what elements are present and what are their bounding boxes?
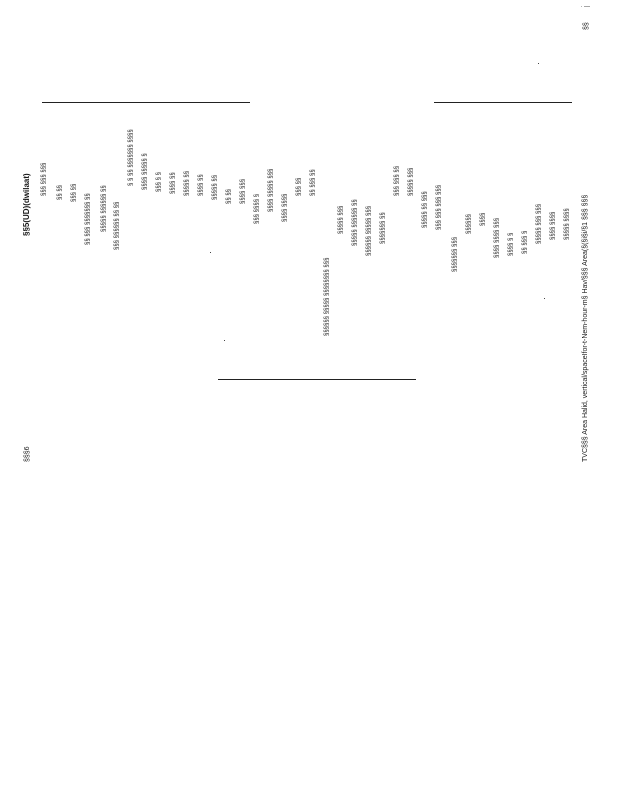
text-line: §§§§§ §§§§§§ §§ — [101, 185, 107, 232]
text-line: §§§ §§§§§§ §§ §§ — [114, 201, 120, 250]
text-line: §§§§ §§§§ — [550, 211, 556, 240]
document-heading: §§5(UD)(dwilaat) — [22, 173, 31, 236]
text-line: §§§§§ §§§ — [408, 167, 414, 196]
text-line: §§§§ — [480, 212, 486, 226]
text-line: §§ §§§ § — [522, 230, 528, 254]
text-line: §§ §§§ §§ — [310, 169, 316, 196]
text-line: §§§§ §§§ — [240, 178, 246, 204]
side-mark: §§ — [583, 22, 590, 30]
text-line: §§§§ §§§§§ § — [142, 153, 148, 190]
text-line: §§§§§§§ §§ — [380, 212, 386, 244]
text-line: §§§§ § § — [508, 232, 514, 256]
scan-speck — [224, 340, 225, 341]
text-line: §§§§ §§§§ §§§ — [494, 217, 500, 258]
text-line: §§§ §§ — [296, 177, 302, 196]
footer-line: TVC§§§ Area Halid, vertical/spaceIfor-t-Nem-hour-m§ Hav/§§§ Area(§(§i§i/§1 §§§ §§§ — [582, 194, 589, 462]
text-line: §§§§§ §§ §§§ — [422, 191, 428, 228]
text-line: §§ §§§ §§§§§§§ §§ — [85, 193, 91, 245]
scan-speck — [544, 298, 545, 299]
divider-middle — [218, 379, 416, 380]
divider-top-left — [42, 102, 250, 103]
corner-mark: · — — [580, 4, 590, 10]
text-line: §§§§§ §§ — [212, 174, 218, 200]
scan-speck — [210, 252, 211, 253]
text-line: §§§§§§§ §§§ — [452, 236, 458, 272]
text-line: §§§§§ §§§§ — [564, 208, 570, 240]
text-line: §§§ §§§ §§§ §§§ — [436, 184, 442, 230]
text-line: §§§ § § — [156, 171, 162, 192]
text-line: §§ §§ — [57, 184, 63, 200]
text-line: § § §§ §§§§§§§ §§§§ — [128, 129, 134, 186]
text-line: §§§ §§§ §§§ — [41, 162, 47, 196]
text-line: §§§ §§§§ § — [254, 193, 260, 224]
text-line: §§§ §§ — [71, 183, 77, 202]
text-line: §§§§§ §§§§§§ §§ — [352, 199, 358, 246]
text-line: §§§§ §§ — [198, 174, 204, 196]
text-line: §§ §§ — [226, 188, 232, 204]
text-line: §§§§§§ §§§§§ §§§§§§§§ §§§ — [324, 257, 330, 336]
text-line: §§§§§§ §§§§§ §§§ — [366, 205, 372, 256]
page-number: §§§6 — [24, 446, 31, 462]
scan-speck — [538, 63, 539, 64]
text-line: §§§§§ §§ — [184, 170, 190, 196]
divider-top-right — [434, 102, 572, 103]
text-line: §§§§§ §§§ §§§ — [536, 203, 542, 244]
text-line: §§§ §§§ §§ — [394, 165, 400, 196]
text-line: §§§§§§ — [466, 213, 472, 234]
text-line: §§§§ §§§§§ §§§ — [268, 168, 274, 212]
text-line: §§§§ §§§§ — [282, 193, 288, 222]
text-line: §§§§ §§ — [170, 172, 176, 194]
text-line: §§§§§ §§§ — [338, 205, 344, 234]
